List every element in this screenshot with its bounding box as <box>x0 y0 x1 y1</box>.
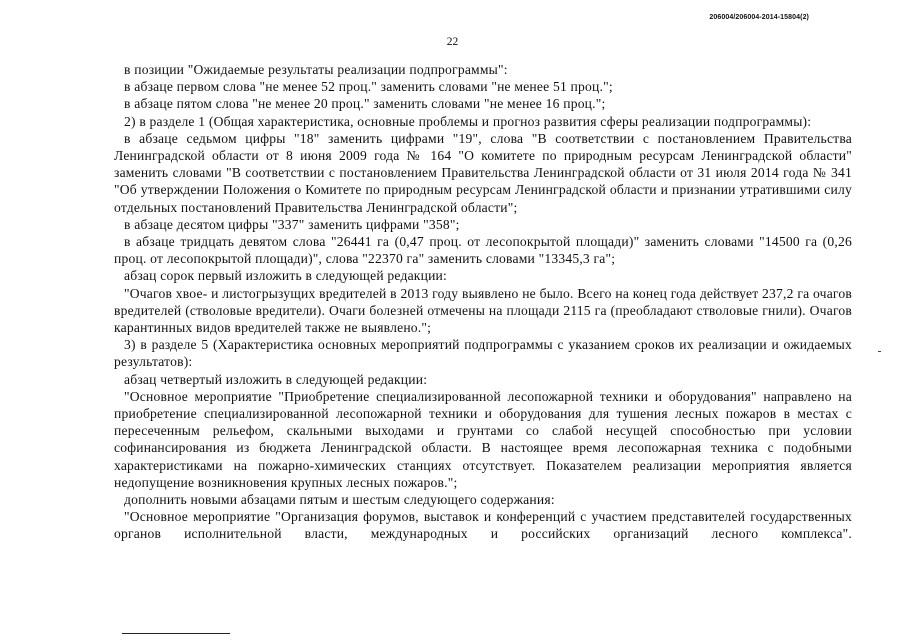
paragraph: "Основное мероприятие "Организация форумов, выставок и конференций с участием представителей государственных органов исполнительной власти, международных и российских организаций лесного комплекса". <box>114 509 852 542</box>
paragraph: в абзаце седьмом цифры "18" заменить цифрами "19", слова "В соответствии с постановлением Правительства Ленинградской области от 8 июня 2009 года № 164 "О комитете по природным ресурсам Ленинградской области" заменить словами "В соответствии с постановлением Правительства Ленинградской области от 31 июля 2014 года № 341 "Об утверждении Положения о Комитете по природным ресурсам Ленинградской области и признании утратившими силу отдельных постановлений Правительства Ленинградской области"; <box>114 130 852 215</box>
paragraph: "Очагов хвое- и листогрызущих вредителей в 2013 году выявлено не было. Всего на конец года действует 237,2 га очагов вредителей (стволовые вредители). Очаги болезней отмечены на площади 2115 га (преобладают стволовые гнили). Очагов карантинных видов вредителей также не выявлено."; <box>114 285 852 336</box>
footnote-rule <box>122 633 230 634</box>
document-id: 206004/206004-2014-15804(2) <box>709 14 809 21</box>
paragraph: "Основное мероприятие "Приобретение специализированной лесопожарной техники и оборудования" направлено на приобретение специализированной лесопожарной техники и оборудования для тушения лесных пожаров в местах с пересеченным рельефом, скальными выходами и грунтами со слабой несущей способностью при условии софинансирования из бюджета Ленинградской области. В настоящее время лесопожарная техника с подобными характеристиками на пожарно-химических станциях отсутствует. Показателем реализации мероприятия является недопущение возникновения крупных лесных пожаров."; <box>114 388 852 490</box>
paragraph: абзац сорок первый изложить в следующей редакции: <box>124 268 448 284</box>
paragraph: дополнить новыми абзацами пятым и шестым следующего содержания: <box>124 492 555 508</box>
paragraph: в абзаце тридцать девятом слова "26441 га (0,47 проц. от лесопокрытой площади)" заменить словами "14500 га (0,26 проц. от лесопокрытой площади)", слова "22370 га" заменить словами "13345,3 га"; <box>114 234 852 267</box>
scan-mark <box>878 351 881 352</box>
page-number: 22 <box>446 36 459 48</box>
paragraph: в позиции "Ожидаемые результаты реализации подпрограммы": <box>124 62 508 77</box>
paragraph: абзац четвертый изложить в следующей редакции: <box>124 371 428 387</box>
paragraph: в абзаце пятом слова "не менее 20 проц." заменить словами "не менее 16 проц."; <box>124 96 606 112</box>
paragraph: в абзаце десятом цифры "337" заменить цифрами "358"; <box>124 216 460 232</box>
paragraph: 2) в разделе 1 (Общая характеристика, основные проблемы и прогноз развития сферы реализации подпрограммы): <box>124 113 812 129</box>
document-body <box>114 61 852 543</box>
paragraph: в абзаце первом слова "не менее 52 проц." заменить словами "не менее 51 проц."; <box>124 79 613 95</box>
paragraph: 3) в разделе 5 (Характеристика основных мероприятий подпрограммы с указанием сроков их реализации и ожидаемых результатов): <box>114 337 852 370</box>
